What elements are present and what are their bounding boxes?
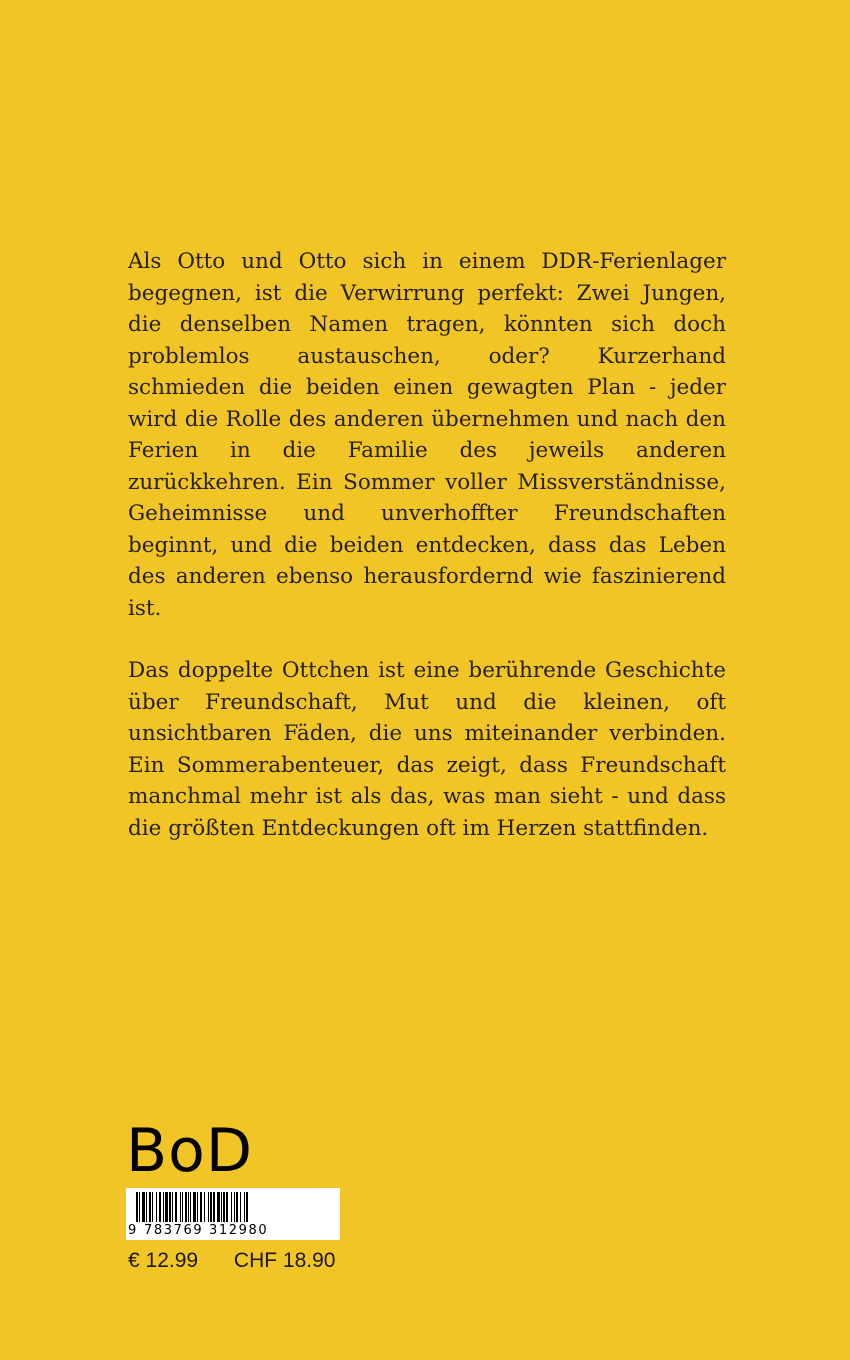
barcode-bar	[159, 1192, 161, 1222]
barcode-bar	[146, 1192, 147, 1222]
barcode-bar	[234, 1192, 235, 1222]
barcode-bars	[136, 1192, 332, 1222]
barcode-bar	[231, 1192, 232, 1222]
barcode-bar	[182, 1192, 183, 1222]
barcode-bar	[149, 1192, 151, 1222]
barcode-bar	[139, 1192, 140, 1222]
barcode-bar	[172, 1192, 173, 1222]
barcode-bar	[188, 1192, 189, 1222]
barcode-bar	[180, 1192, 181, 1222]
barcode-bar	[156, 1192, 157, 1222]
barcode-bar	[197, 1192, 198, 1222]
isbn-lead-digit: 9	[128, 1223, 137, 1238]
price-line	[128, 1248, 335, 1274]
blurb-paragraph-1: Als Otto und Otto sich in einem DDR-Ferienlager begegnen, ist die Verwirrung perfekt: Zwei Jungen, die denselben Namen tragen, könnten sich doch problemlos austauschen, oder? Kurzerhand schmieden die beiden einen gewagten Plan - jeder wird die Rolle des anderen übernehmen und nach den Ferien in die Familie des jeweils anderen zurückkehren. Ein Sommer voller Missverständnisse, Geheimnisse und unverhoffter Freundschaften beginnt, und die beiden entdecken, dass das Leben des anderen ebenso herausfordernd wie faszinierend ist.	[128, 249, 726, 621]
barcode-bar	[204, 1192, 205, 1222]
barcode-bar	[169, 1192, 171, 1222]
barcode-bar	[246, 1192, 248, 1222]
barcode-bar	[163, 1192, 164, 1222]
barcode-bar	[185, 1192, 187, 1222]
price-eur: € 12.99	[128, 1249, 199, 1272]
barcode-bar	[244, 1192, 245, 1222]
isbn-barcode	[126, 1188, 340, 1240]
publisher-logo: BoD	[126, 1116, 254, 1186]
barcode-bar	[240, 1192, 241, 1222]
barcode-bar	[165, 1192, 168, 1222]
price-chf: CHF 18.90	[233, 1249, 336, 1272]
barcode-bar	[226, 1192, 228, 1222]
barcode-bar	[190, 1192, 191, 1222]
barcode-bar	[193, 1192, 196, 1222]
barcode-bar	[223, 1192, 225, 1222]
barcode-bar	[210, 1192, 212, 1222]
blurb-text	[128, 246, 726, 844]
barcode-bar	[200, 1192, 202, 1222]
isbn-number	[126, 1222, 340, 1240]
barcode-bar	[221, 1192, 222, 1222]
barcode-bar	[213, 1192, 215, 1222]
barcode-bar	[136, 1192, 138, 1222]
barcode-bar	[175, 1192, 177, 1222]
isbn-digits: 783769 312980	[144, 1223, 269, 1238]
barcode-bar	[208, 1192, 209, 1222]
barcode-bar	[236, 1192, 238, 1222]
barcode-bar	[217, 1192, 220, 1222]
blurb-paragraph-2: Das doppelte Ottchen ist eine berührende Geschichte über Freundschaft, Mut und die kleinen, oft unsichtbaren Fäden, die uns miteinander verbinden. Ein Sommerabenteuer, das zeigt, dass Freundschaft manchmal mehr ist als das, was man sieht - und dass die größten Entdeckungen oft im Herzen stattfinden.	[128, 658, 726, 841]
barcode-bar	[152, 1192, 153, 1222]
barcode-bar	[142, 1192, 145, 1222]
